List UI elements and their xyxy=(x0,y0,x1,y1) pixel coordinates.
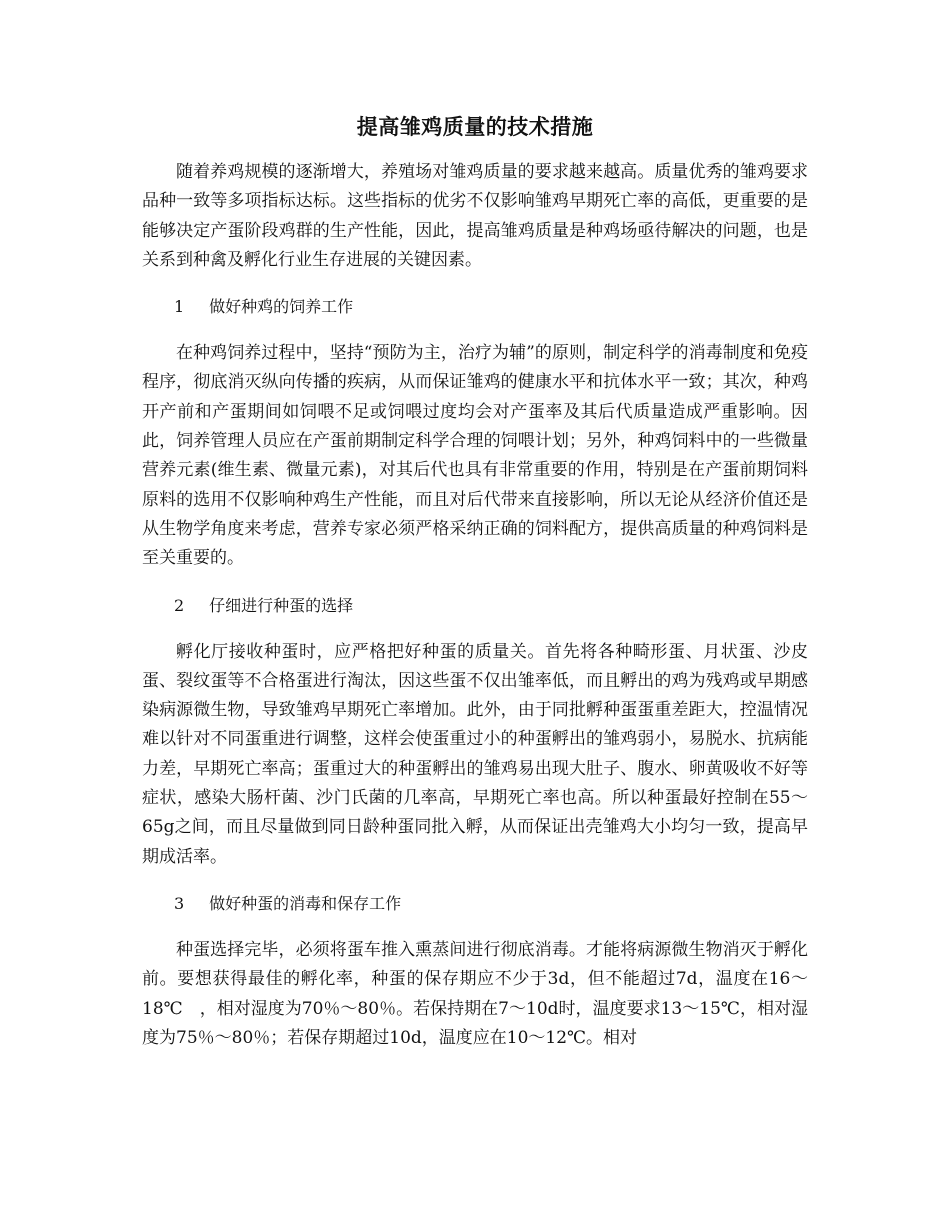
section-1-number: 1 xyxy=(174,297,185,317)
section-1-heading xyxy=(142,293,808,321)
section-3-heading xyxy=(142,890,808,918)
section-2-heading xyxy=(142,592,808,620)
section-2-paragraph: 孵化厅接收种蛋时，应严格把好种蛋的质量关。首先将各种畸形蛋、月状蛋、沙皮蛋、裂纹蛋等不合格蛋进行淘汰，因这些蛋不仅出雏率低，而且孵出的鸡为残鸡或早期感染病源微生物，导致雏鸡早期死亡率增加。此外，由于同批孵种蛋蛋重差距大，控温情况难以针对不同蛋重进行调整，这样会使蛋重过小的种蛋孵出的雏鸡弱小，易脱水、抗病能力差，早期死亡率高；蛋重过大的种蛋孵出的雏鸡易出现大肚子、腹水、卵黄吸收不好等症状，感染大肠杆菌、沙门氏菌的几率高，早期死亡率也高。所以种蛋最好控制在55～65g之间，而且尽量做到同日龄种蛋同批入孵，从而保证出壳雏鸡大小均匀一致，提高早期成活率。 xyxy=(142,641,808,867)
page-title: 提高雏鸡质量的技术措施 xyxy=(356,115,594,139)
section-1-title: 做好种鸡的饲养工作 xyxy=(209,297,354,317)
section-1-paragraph: 在种鸡饲养过程中，坚持“预防为主，治疗为辅”的原则，制定科学的消毒制度和免疫程序，彻底消灭纵向传播的疾病，从而保证雏鸡的健康水平和抗体水平一致；其次，种鸡开产前和产蛋期间如饲喂不足或饲喂过度均会对产蛋率及其后代质量造成严重影响。因此，饲养管理人员应在产蛋前期制定科学合理的饲喂计划；另外，种鸡饲料中的一些微量营养元素(维生素、微量元素)，对其后代也具有非常重要的作用，特别是在产蛋前期饲料原料的选用不仅影响种鸡生产性能，而且对后代带来直接影响，所以无论从经济价值还是从生物学角度来考虑，营养专家必须严格采纳正确的饲料配方，提供高质量的种鸡饲料是至关重要的。 xyxy=(142,343,808,569)
section-3-paragraph: 种蛋选择完毕，必须将蛋车推入熏蒸间进行彻底消毒。才能将病源微生物消灭于孵化前。要想获得最佳的孵化率，种蛋的保存期应不少于3d，但不能超过7d，温度在16～18℃ ，相对湿度为70％～80％。若保持期在7～10d时，温度要求13～15℃，相对湿度为75％～80％；若保存期超过10d，温度应在10～12℃。相对 xyxy=(142,939,808,1048)
document-body xyxy=(142,158,808,1053)
section-3-title: 做好种蛋的消毒和保存工作 xyxy=(209,893,402,913)
section-2-number: 2 xyxy=(174,595,185,615)
section-2-title: 仔细进行种蛋的选择 xyxy=(209,595,354,615)
intro-paragraph: 随着养鸡规模的逐渐增大，养殖场对雏鸡质量的要求越来越高。质量优秀的雏鸡要求品种一致等多项指标达标。这些指标的优劣不仅影响雏鸡早期死亡率的高低，更重要的是能够决定产蛋阶段鸡群的生产性能，因此，提高雏鸡质量是种鸡场亟待解决的问题，也是关系到种禽及孵化行业生存进展的关键因素。 xyxy=(142,162,808,270)
section-3-number: 3 xyxy=(174,893,185,913)
